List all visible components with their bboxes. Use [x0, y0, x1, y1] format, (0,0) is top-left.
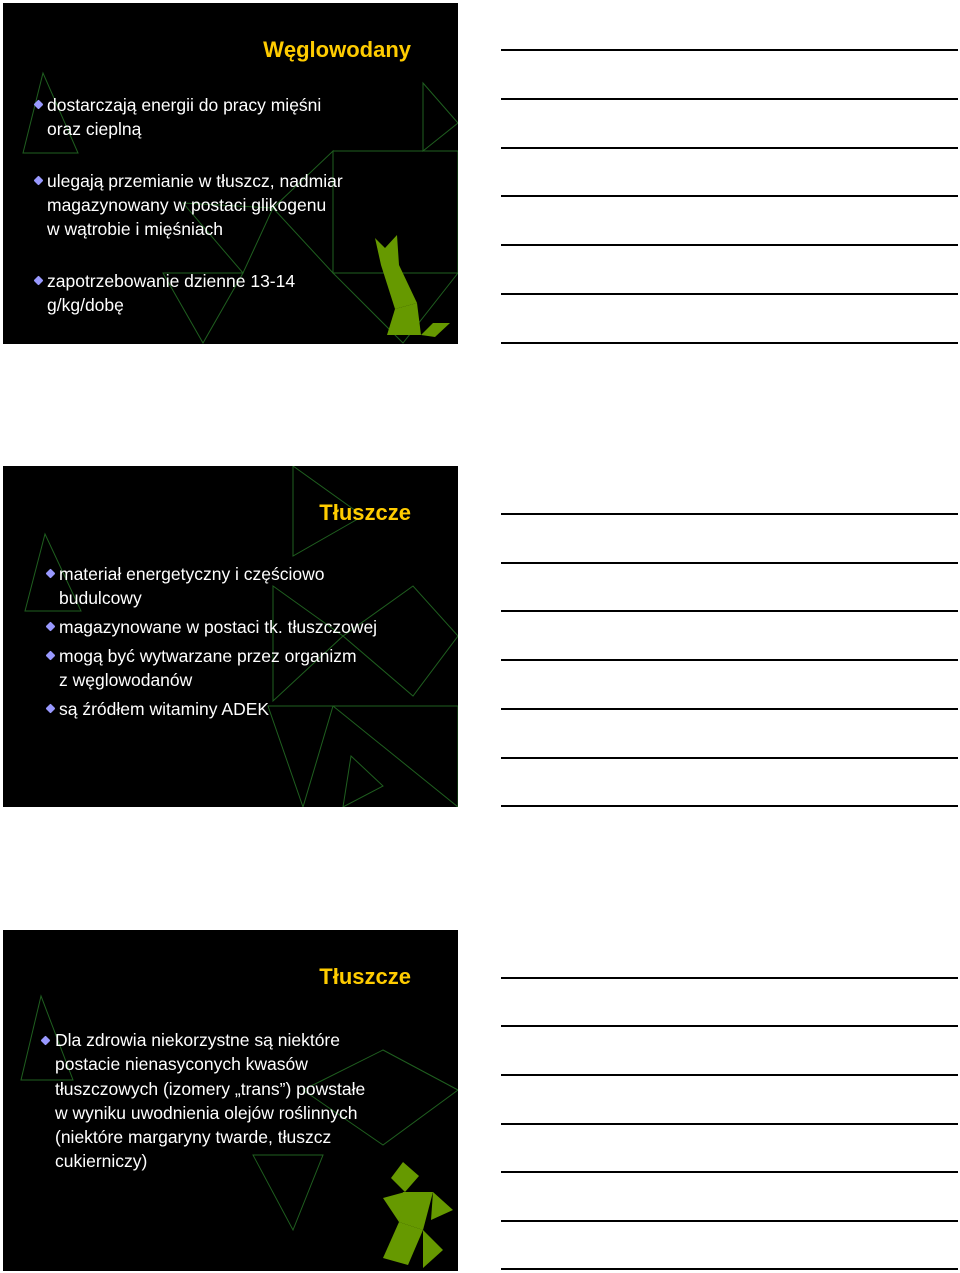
- note-line: [501, 708, 958, 710]
- list-item-line: zapotrzebowanie dzienne 13-14: [47, 271, 296, 291]
- list-item: [59, 562, 377, 610]
- note-line: [501, 1220, 958, 1222]
- note-line: [501, 1025, 958, 1027]
- note-line: [501, 757, 958, 759]
- note-line: [501, 195, 958, 197]
- note-line: [501, 49, 958, 51]
- note-line: [501, 1268, 958, 1270]
- list-item-line: w wyniku uwodnienia olejów roślinnych: [55, 1102, 358, 1123]
- list-item-line: mogą być wytwarzane przez organizm: [59, 646, 357, 666]
- note-line: [501, 147, 958, 149]
- note-line: [501, 244, 958, 246]
- list-item-line: magazynowany w postaci glikogenu: [47, 195, 327, 215]
- note-line: [501, 342, 958, 344]
- cat-tangram-figure: [375, 235, 450, 337]
- slide-tluszcze-1: [3, 466, 458, 807]
- list-item-line: dostarczają energii do pracy mięśni: [47, 95, 322, 115]
- bullet-list: [47, 93, 343, 344]
- note-line: [501, 98, 958, 100]
- list-item-line: Dla zdrowia niekorzystne są niektóre: [55, 1030, 340, 1050]
- note-line: [501, 977, 958, 979]
- list-item-line: (niektóre margaryny twarde, tłuszcz: [55, 1127, 332, 1148]
- slide-title: Węglowodany: [263, 37, 411, 62]
- list-item: [47, 93, 343, 141]
- list-item-line: magazynowane w postaci tk. tłuszczowej: [59, 617, 378, 637]
- slide-title: Tłuszcze: [319, 964, 411, 989]
- list-item-line: z węglowodanów: [59, 670, 193, 690]
- note-line: [501, 293, 958, 295]
- list-item-line: ulegają przemianie w tłuszcz, nadmiar: [47, 171, 343, 191]
- slide-title: Tłuszcze: [319, 500, 411, 525]
- list-item-line: w wątrobie i mięśniach: [47, 219, 224, 239]
- list-item: [59, 697, 377, 721]
- note-line: [501, 805, 958, 807]
- note-line: [501, 562, 958, 564]
- list-item-line: są źródłem witaminy ADEK: [59, 699, 270, 719]
- slide-weglowodany: [3, 3, 458, 344]
- list-item-line: materiał energetyczny i częściowo: [59, 564, 325, 584]
- bullet-list: [59, 562, 377, 726]
- list-item: [55, 1028, 365, 1174]
- list-item: [59, 615, 377, 639]
- bullet-list: [55, 1028, 365, 1174]
- list-item-line: cukierniczy): [55, 1151, 148, 1172]
- note-line: [501, 1123, 958, 1125]
- slide-tluszcze-2: [3, 930, 458, 1271]
- note-line: [501, 513, 958, 515]
- note-line: [501, 659, 958, 661]
- list-item-line: tłuszczowych (izomery „trans”) powstałe: [55, 1078, 366, 1099]
- list-item: [59, 644, 377, 692]
- note-line: [501, 1074, 958, 1076]
- list-item-line: oraz cieplną: [47, 119, 142, 139]
- note-line: [501, 1171, 958, 1173]
- list-item-line: budulcowy: [59, 588, 142, 608]
- note-line: [501, 610, 958, 612]
- list-item-line: g/kg/dobę: [47, 295, 124, 315]
- running-figure-tangram: [383, 1162, 453, 1268]
- list-item: [47, 169, 343, 241]
- list-item-line: postacie nienasyconych kwasów: [55, 1054, 308, 1075]
- list-item: [47, 269, 343, 317]
